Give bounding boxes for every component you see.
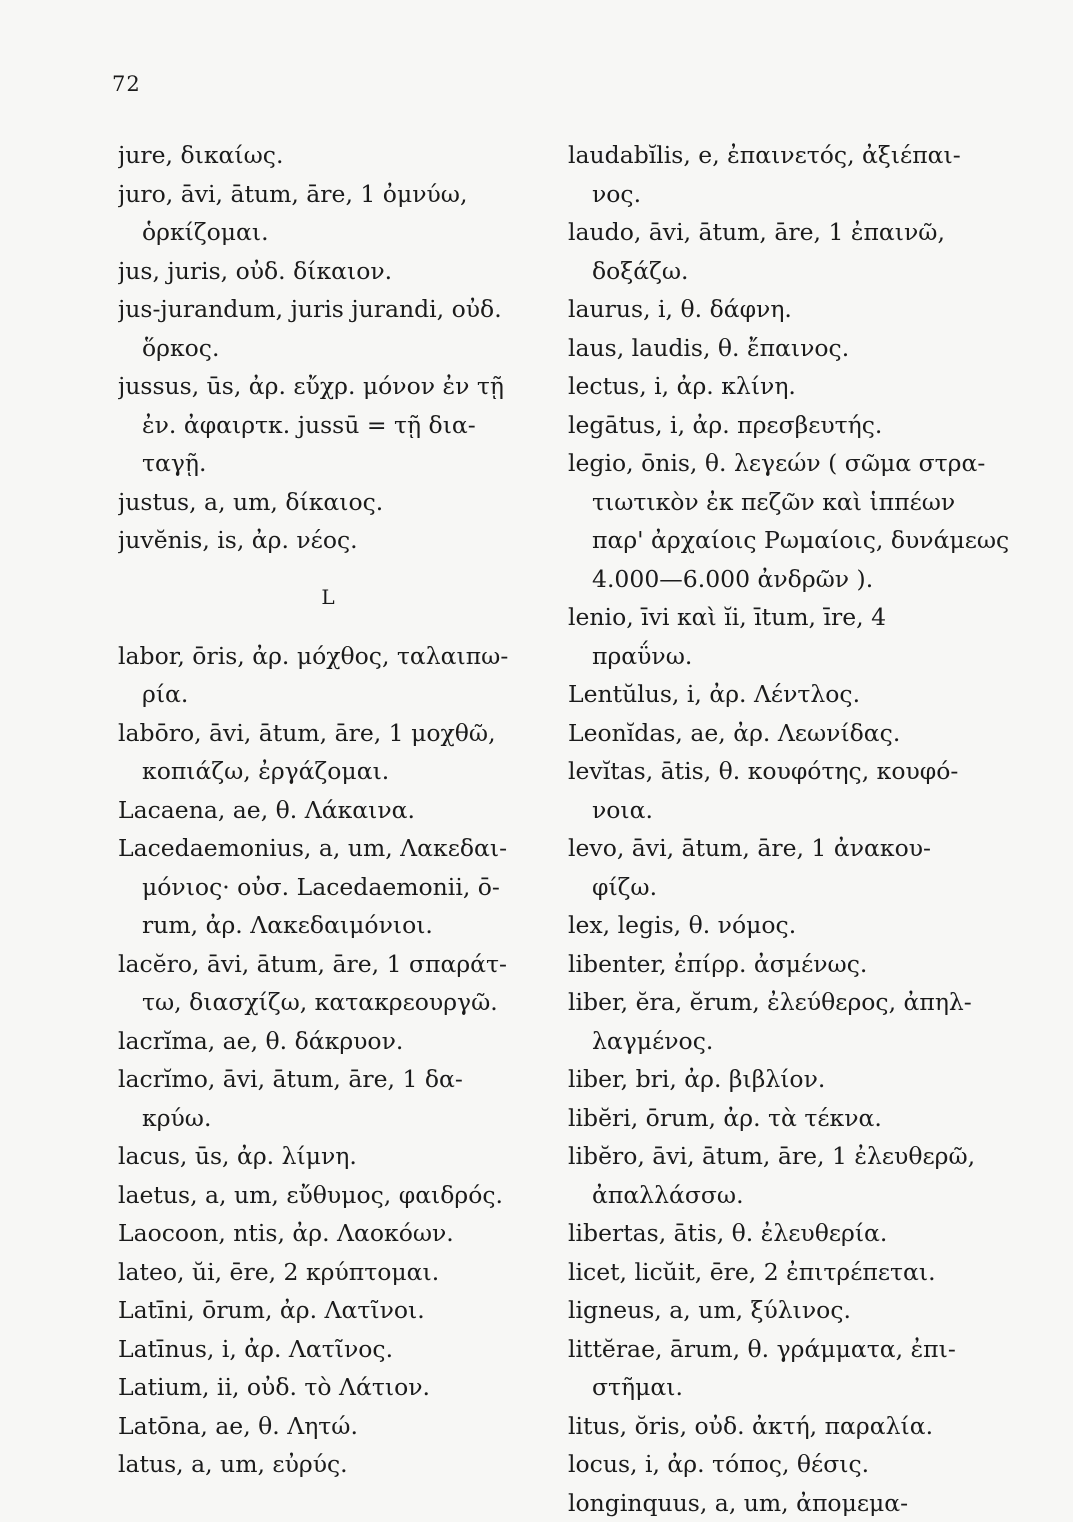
dictionary-entry-line: libenter, ἐπίρρ. ἀσμένως. <box>568 945 1013 984</box>
dictionary-entry-line: jure, δικαίως. <box>118 136 558 175</box>
entry-continuation-line: φίζω. <box>568 868 1013 907</box>
page-number: 72 <box>112 72 141 96</box>
entry-continuation-line: τιωτικὸν ἐκ πεζῶν καὶ ἱππέων <box>568 483 1013 522</box>
dictionary-entry-line: levĭtas, ātis, θ. κουφότης, κουφό- <box>568 752 1013 791</box>
dictionary-entry-line: juvĕnis, is, ἀρ. νέος. <box>118 521 558 560</box>
dictionary-entry-line: jussus, ūs, ἀρ. εὔχρ. μόνον ἐν τῇ <box>118 367 558 406</box>
dictionary-entry-line: lacus, ūs, ἀρ. λίμνη. <box>118 1137 558 1176</box>
dictionary-entry-line: jus, juris, οὐδ. δίκαιον. <box>118 252 558 291</box>
entry-continuation-line: πραΰνω. <box>568 637 1013 676</box>
dictionary-entry-line: laetus, a, um, εὔθυμος, φαιδρός. <box>118 1176 558 1215</box>
entry-continuation-line: 4.000—6.000 ἀνδρῶν ). <box>568 560 1013 599</box>
dictionary-entry-line: locus, i, ἀρ. τόπος, θέσις. <box>568 1445 1013 1484</box>
right-column <box>568 136 1013 1522</box>
dictionary-entry-line: libĕro, āvi, ātum, āre, 1 ἐλευθερῶ, <box>568 1137 1013 1176</box>
dictionary-entry-line: licet, licŭit, ēre, 2 ἐπιτρέπεται. <box>568 1253 1013 1292</box>
dictionary-entry-line: Lacaena, ae, θ. Λάκαινα. <box>118 791 558 830</box>
dictionary-entry-line: lacrĭma, ae, θ. δάκρυον. <box>118 1022 558 1061</box>
entry-continuation-line: μόνιος· οὐσ. Lacedaemonii, ō- <box>118 868 558 907</box>
dictionary-entry-line: Latium, ii, οὐδ. τὸ Λάτιον. <box>118 1368 558 1407</box>
entry-continuation-line: δοξάζω. <box>568 252 1013 291</box>
entry-continuation-line: rum, ἀρ. Λακεδαιμόνιοι. <box>118 906 558 945</box>
dictionary-entry-line: libĕri, ōrum, ἀρ. τὰ τέκνα. <box>568 1099 1013 1138</box>
left-column <box>118 136 558 1484</box>
dictionary-entry-line: Lentŭlus, i, ἀρ. Λέντλος. <box>568 675 1013 714</box>
dictionary-entry-line: legātus, i, ἀρ. πρεσβευτής. <box>568 406 1013 445</box>
dictionary-entry-line: lex, legis, θ. νόμος. <box>568 906 1013 945</box>
heading-spacer <box>118 621 558 637</box>
entry-continuation-line: στῆμαι. <box>568 1368 1013 1407</box>
dictionary-entry-line: liber, ĕra, ĕrum, ἐλεύθερος, ἀπηλ- <box>568 983 1013 1022</box>
dictionary-entry-line: littĕrae, ārum, θ. γράμματα, ἐπι- <box>568 1330 1013 1369</box>
dictionary-entry-line: labōro, āvi, ātum, āre, 1 μοχθῶ, <box>118 714 558 753</box>
entry-continuation-line: νοια. <box>568 791 1013 830</box>
entry-continuation-line: ὁρκίζομαι. <box>118 213 558 252</box>
dictionary-entry-line: lacĕro, āvi, ātum, āre, 1 σπαράτ- <box>118 945 558 984</box>
entry-continuation-line: ταγῇ. <box>118 444 558 483</box>
dictionary-entry-line: latus, a, um, εὐρύς. <box>118 1445 558 1484</box>
dictionary-entry-line: ligneus, a, um, ξύλινος. <box>568 1291 1013 1330</box>
entry-continuation-line: ὅρκος. <box>118 329 558 368</box>
dictionary-entry-line: Lacedaemonius, a, um, Λακεδαι- <box>118 829 558 868</box>
dictionary-entry-line: litus, ŏris, οὐδ. ἀκτή, παραλία. <box>568 1407 1013 1446</box>
dictionary-entry-line: Leonĭdas, ae, ἀρ. Λεωνίδας. <box>568 714 1013 753</box>
dictionary-entry-line: levo, āvi, ātum, āre, 1 ἀνακου- <box>568 829 1013 868</box>
dictionary-entry-line: laudo, āvi, ātum, āre, 1 ἐπαινῶ, <box>568 213 1013 252</box>
dictionary-entry-line: lectus, i, ἀρ. κλίνη. <box>568 367 1013 406</box>
dictionary-entry-line: laudabĭlis, e, ἐπαινετός, ἀξιέπαι- <box>568 136 1013 175</box>
dictionary-entry-line: libertas, ātis, θ. ἐλευθερία. <box>568 1214 1013 1253</box>
entry-continuation-line: κρύω. <box>118 1099 558 1138</box>
dictionary-entry-line: Latōna, ae, θ. Λητώ. <box>118 1407 558 1446</box>
dictionary-entry-line: laurus, i, θ. δάφνη. <box>568 290 1013 329</box>
dictionary-entry-line: labor, ōris, ἀρ. μόχθος, ταλαιπω- <box>118 637 558 676</box>
dictionary-entry-line: lateo, ŭi, ēre, 2 κρύπτομαι. <box>118 1253 558 1292</box>
entry-continuation-line: τω, διασχίζω, κατακρεουργῶ. <box>118 983 558 1022</box>
dictionary-entry-line: lacrĭmo, āvi, ātum, āre, 1 δα- <box>118 1060 558 1099</box>
dictionary-entry-line: liber, bri, ἀρ. βιβλίον. <box>568 1060 1013 1099</box>
entry-continuation-line: ρία. <box>118 675 558 714</box>
dictionary-entry-line: legio, ōnis, θ. λεγεών ( σῶμα στρα- <box>568 444 1013 483</box>
entry-continuation-line: κοπιάζω, ἐργάζομαι. <box>118 752 558 791</box>
dictionary-entry-line: lenio, īvi καὶ ĭi, ītum, īre, 4 <box>568 598 1013 637</box>
entry-continuation-line: ἐν. ἀφαιρτκ. jussū = τῇ δια- <box>118 406 558 445</box>
dictionary-entry-line: Laocoon, ntis, ἀρ. Λαοκόων. <box>118 1214 558 1253</box>
dictionary-entry-line: Latīni, ōrum, ἀρ. Λατῖνοι. <box>118 1291 558 1330</box>
entry-continuation-line: παρ' ἀρχαίοις Ρωμαίοις, δυνάμεως <box>568 521 1013 560</box>
entry-continuation-line: λαγμένος. <box>568 1022 1013 1061</box>
dictionary-entry-line: laus, laudis, θ. ἔπαινος. <box>568 329 1013 368</box>
entry-continuation-line: νος. <box>568 175 1013 214</box>
dictionary-entry-line: Latīnus, i, ἀρ. Λατῖνος. <box>118 1330 558 1369</box>
dictionary-entry-line: justus, a, um, δίκαιος. <box>118 483 558 522</box>
dictionary-entry-line: longinquus, a, um, ἀπομεμα- <box>568 1484 1013 1522</box>
entry-continuation-line: ἀπαλλάσσω. <box>568 1176 1013 1215</box>
section-letter-heading: L <box>118 560 558 621</box>
dictionary-entry-line: jus-jurandum, juris jurandi, οὐδ. <box>118 290 558 329</box>
dictionary-entry-line: juro, āvi, ātum, āre, 1 ὀμνύω, <box>118 175 558 214</box>
